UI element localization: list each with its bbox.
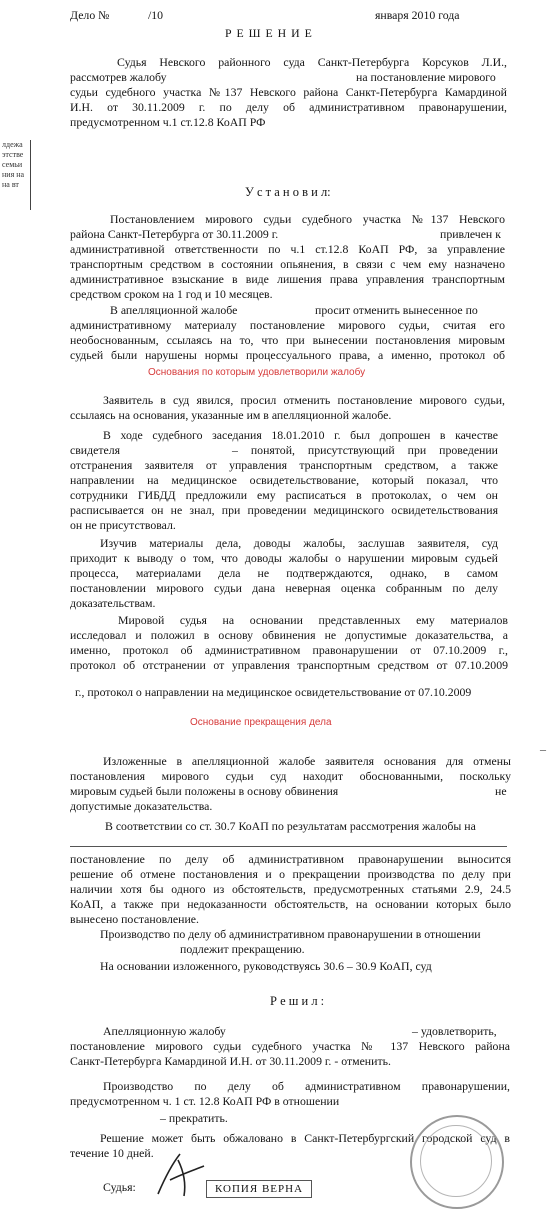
page-title: Р Е Ш Е Н И Е — [225, 26, 313, 40]
paragraph-line: сотрудники ГИБДД предложили ему расписаться в протоколах, о чем он — [70, 488, 498, 502]
paragraph-line: Изложенные в апелляционной жалобе заявителя основания для отмены — [103, 754, 511, 768]
paragraph-line: В ходе судебного заседания 18.01.2010 г. был допрошен в качестве — [103, 428, 498, 442]
intro-line: предусмотренном ч.1 ст.12.8 КоАП РФ — [70, 115, 266, 129]
paragraph-line: КоАП, а также при недоказанности обстоятельств, на основании которых было — [70, 897, 511, 911]
paragraph-line: он не присутствовал. — [70, 518, 176, 532]
certified-copy-stamp: КОПИЯ ВЕРНА — [206, 1180, 312, 1198]
paragraph-line: процесса, материалами дела не подтверждаются, однако, в самом — [70, 566, 498, 580]
paragraph-line: исследовал и положил в основу обвинения не допустимые доказательства, а — [70, 628, 508, 642]
paragraph-line: Заявитель в суд явился, просил отменить постановление мирового судьи, — [103, 393, 505, 407]
paragraph-line: расписывается он не знал, при проведении медицинского освидетельствования — [70, 503, 498, 517]
paragraph-line: г., протокол о направлении на медицинское освидетельствование от 07.10.2009 — [75, 685, 472, 699]
intro-line: рассмотрев жалобу — [70, 70, 167, 84]
paragraph-line: На основании изложенного, руководствуясь 30.6 – 30.9 КоАП, суд — [100, 959, 432, 973]
decision-line: постановление мирового судьи судебного участка № 137 Невского района — [70, 1039, 510, 1053]
intro-line: на постановление мирового — [356, 70, 496, 84]
paragraph-line: В апелляционной жалобе — [110, 303, 238, 317]
margin-strip-line: ния на — [2, 170, 25, 179]
paragraph-line: Постановлением мирового судьи судебного участка №137 Невского — [110, 212, 505, 226]
paragraph-line: просит отменить вынесенное по — [315, 303, 478, 317]
decision-line: Решение может быть обжаловано в Санкт-Петербургский городской суд в — [100, 1131, 510, 1145]
decision-line: предусмотренном ч. 1 ст. 12.8 КоАП РФ в отношении — [70, 1094, 340, 1108]
paragraph-line: решение об отмене постановления и о прекращении производства по делу при — [70, 867, 511, 881]
paragraph-line: Изучив материалы дела, доводы жалобы, заслушав заявителя, суд — [100, 536, 498, 550]
paragraph-line: наличии хотя бы одного из обстоятельств, предусмотренных статьями 2.9, 24.5 — [70, 882, 511, 896]
paragraph-line: допустимые доказательства. — [70, 799, 213, 813]
scan-dash-mark: – — [540, 742, 546, 756]
court-seal-icon — [410, 1115, 504, 1209]
decision-line: – прекратить. — [160, 1111, 228, 1125]
paragraph-line: необоснованным, ссылаясь на то, что при вынесении постановления мировым — [70, 333, 505, 347]
intro-line: И.Н. от 30.11.2009 г. по делу об административном правонарушении, — [70, 100, 507, 114]
paragraph-line: административное взыскание в виде лишения права управления транспортным — [70, 272, 505, 286]
paragraph-line: судьей были нарушены нормы процессуального права, а именно, протокол об — [70, 348, 505, 362]
paragraph-line: не — [495, 784, 507, 798]
paragraph-line: транспортным средством в состоянии опьянения, в связи с чем ему назначено — [70, 257, 505, 271]
decision-line: Апелляционную жалобу — [103, 1024, 226, 1038]
paragraph-line: средством сроком на 1 год и 10 месяцев. — [70, 287, 273, 301]
decision-date: января 2010 года — [375, 8, 460, 22]
scan-seam — [70, 846, 507, 847]
margin-strip-line: лдежа — [2, 140, 23, 149]
paragraph-line: приходит к выводу о том, что доводы жалобы о нарушении мировым судьей — [70, 551, 498, 565]
paragraph-line: мировым судьей были положены в основу обвинения — [70, 784, 339, 798]
paragraph-line: доказательствам. — [70, 596, 156, 610]
paragraph-line: вынесено постановление. — [70, 912, 199, 926]
decision-line: Производство по делу об административном правонарушении, — [103, 1079, 510, 1093]
paragraph-line: ссылаясь на основания, указанные им в апелляционной жалобе. — [70, 408, 392, 422]
case-number-suffix: /10 — [148, 8, 164, 22]
paragraph-line: административному материалу постановление мирового судьи, считая его — [70, 318, 505, 332]
case-number-label: Дело № — [70, 8, 110, 22]
paragraph-line: В соответствии со ст. 30.7 КоАП по результатам рассмотрения жалобы на — [105, 819, 476, 833]
paragraph-line: района Санкт-Петербурга от 30.11.2009 г. — [70, 227, 279, 241]
paragraph-line: направлении на медицинское освидетельствование, который показал, что — [70, 473, 498, 487]
paragraph-line: подлежит прекращению. — [180, 942, 305, 956]
paragraph-line: административной ответственности по ч.1 ст.12.8 КоАП РФ, за управление — [70, 242, 505, 256]
paragraph-line: отстранения заявителя от управления транспортным средством, а также — [70, 458, 498, 472]
paragraph-line: свидетеля — [70, 443, 121, 457]
margin-strip-line: семьи — [2, 160, 23, 169]
margin-strip-line: этстве — [2, 150, 24, 159]
note-grounds: Основания по которым удовлетворили жалобу — [148, 367, 366, 378]
margin-strip — [0, 140, 31, 210]
paragraph-line: – понятой, присутствующий при проведении — [232, 443, 498, 457]
intro-line: судьи судебного участка №137 Невского района Санкт-Петербурга Камардиной — [70, 85, 507, 99]
paragraph-line: Производство по делу об административном правонарушении в отношении — [100, 927, 481, 941]
established-heading: У с т а н о в и л: — [245, 185, 331, 199]
paragraph-line: именно, протокол об административном правонарушении от 07.10.2009 г., — [70, 643, 508, 657]
note-termination: Основание прекращения дела — [190, 717, 332, 728]
intro-line: Судья Невского районного суда Санкт-Петербурга Корсуков Л.И., — [117, 55, 507, 69]
paragraph-line: привлечен к — [440, 227, 501, 241]
judge-label: Судья: — [103, 1180, 136, 1194]
decision-line: течение 10 дней. — [70, 1146, 154, 1160]
paragraph-line: постановления мирового судьи суд находит обоснованными, поскольку — [70, 769, 511, 783]
paragraph-line: Мировой судья на основании представленных ему материалов — [118, 613, 508, 627]
decision-line: – удовлетворить, — [412, 1024, 497, 1038]
margin-strip-line: на вт — [2, 180, 19, 189]
decided-heading: Р е ш и л : — [270, 994, 325, 1008]
paragraph-line: протокол об отстранении от управления транспортным средством от 07.10.2009 — [70, 658, 508, 672]
paragraph-line: постановление по делу об административном правонарушении выносится — [70, 852, 511, 866]
paragraph-line: постановлении мирового судьи дана неверная оценка собранным по делу — [70, 581, 498, 595]
decision-line: Санкт-Петербурга Камардиной И.Н. от 30.11.2009 г. - отменить. — [70, 1054, 391, 1068]
signature-icon — [150, 1150, 210, 1200]
